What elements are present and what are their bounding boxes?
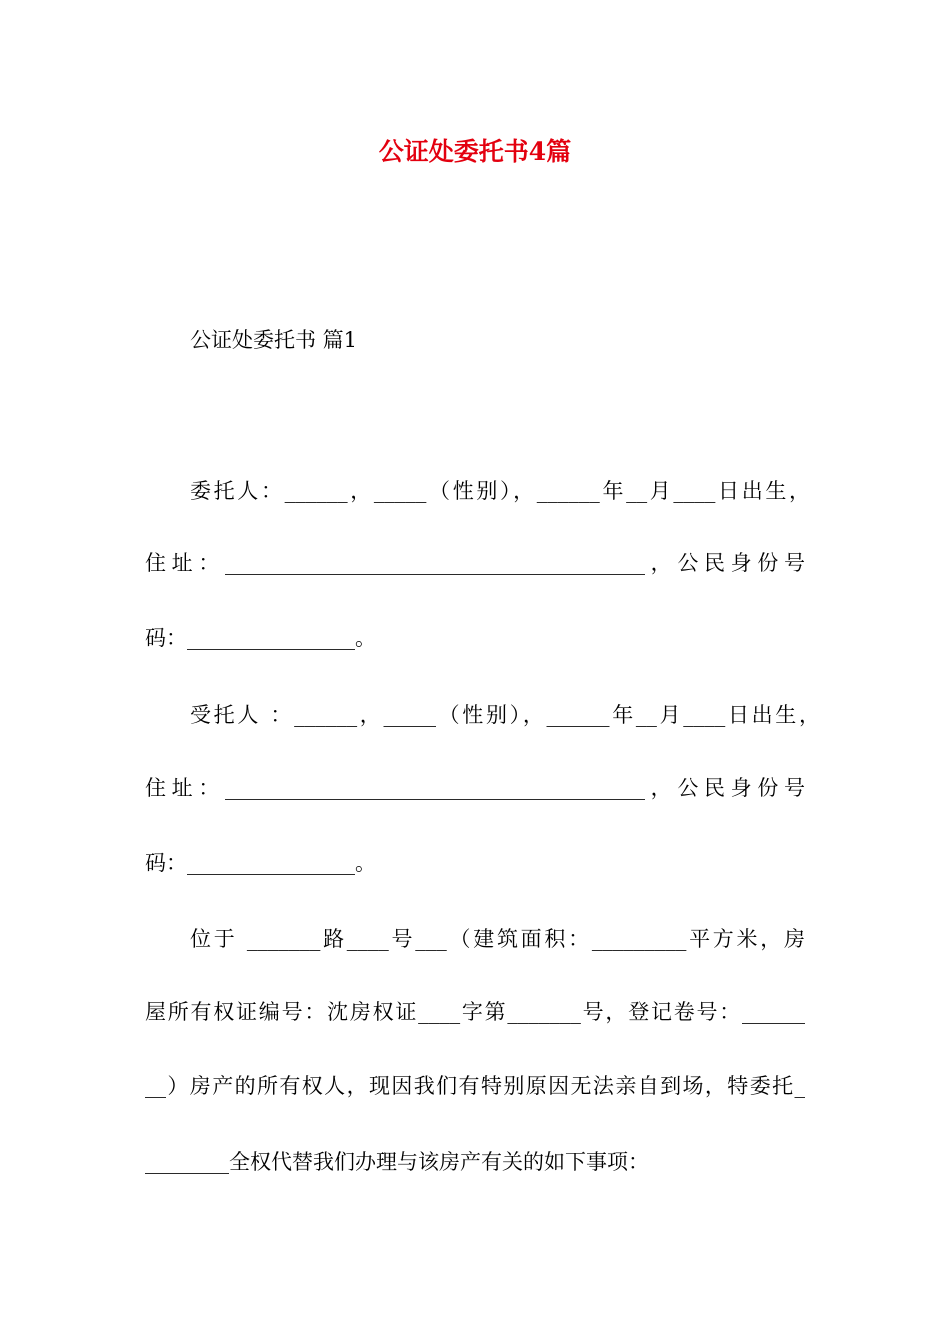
paragraph-line-10: ________全权代替我们办理与该房产有关的如下事项：	[145, 1150, 649, 1174]
paragraph-line-2: 住址：________________________________________，公民身份号	[145, 551, 805, 575]
paragraph-line-3: 码：________________。	[145, 626, 376, 650]
paragraph-line-7: 位于 _______路____号___（建筑面积：_________平方米，房	[190, 927, 805, 951]
paragraph-line-5: 住址：________________________________________，公民身份号	[145, 776, 805, 800]
paragraph-line-4: 受托人 ：______，_____（性别），______年__月____日出生，	[190, 703, 820, 727]
paragraph-line-8: 屋所有权证编号：沈房权证____字第_______号，登记卷号：______	[145, 1000, 805, 1024]
paragraph-line-9: __）房产的所有权人，现因我们有特别原因无法亲自到场，特委托_	[145, 1074, 805, 1098]
section-heading: 公证处委托书 篇1	[190, 328, 358, 352]
paragraph-line-1: 委托人：______，_____（性别），______年__月____日出生，	[190, 479, 810, 503]
paragraph-line-6: 码：________________。	[145, 851, 376, 875]
document-title: 公证处委托书4篇	[378, 137, 572, 166]
